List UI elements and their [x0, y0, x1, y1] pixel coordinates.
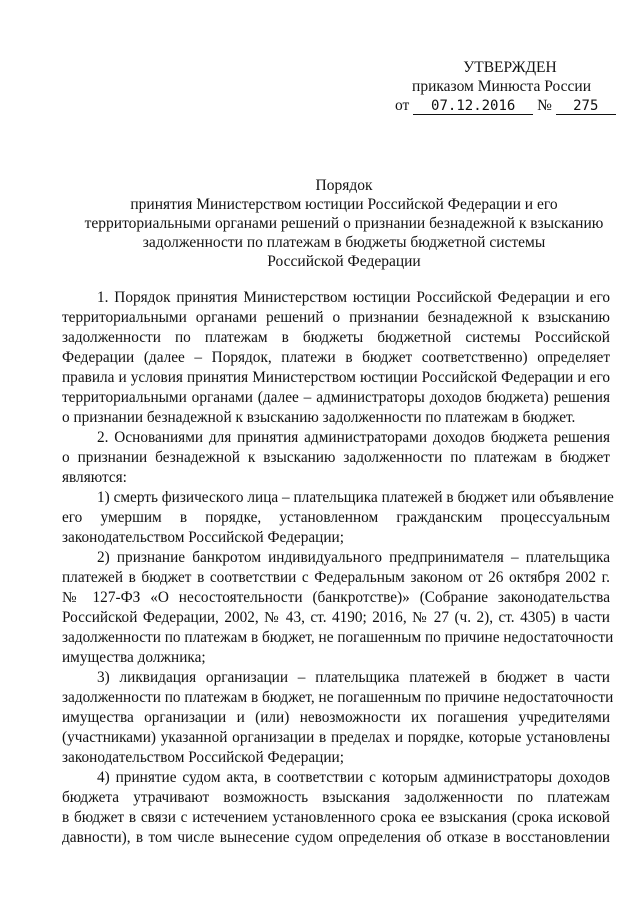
- paragraph: [62, 768, 610, 848]
- paragraph-line: Российской Федерации, 2002, № 43, ст. 4190; 2016, № 27 (ч. 2), ст. 4305) в части: [62, 609, 610, 626]
- order-number: 275: [556, 99, 616, 115]
- document-body: [62, 288, 614, 848]
- paragraph: [62, 488, 614, 548]
- paragraph-line: 1. Порядок принятия Министерством юстиции Российской Федерации и его: [97, 289, 610, 306]
- paragraph-line: давности), в том числе вынесение судом определения об отказе в восстановлении: [62, 829, 610, 846]
- paragraph-line: о признании безнадежной к взысканию задолженности по платежам в бюджет: [62, 449, 610, 466]
- paragraph-line: территориальными органами решений о признании безнадежной к взысканию: [62, 309, 610, 326]
- paragraph: [62, 428, 610, 488]
- paragraph-line: законодательством Российской Федерации;: [62, 749, 344, 766]
- paragraph-line: 2) признание банкротом индивидуального предпринимателя – плательщика: [97, 549, 610, 566]
- paragraph-line: территориальными органами (далее – администраторы доходов бюджета) решения: [62, 389, 610, 406]
- document-title: [62, 176, 626, 271]
- paragraph-line: № 127-ФЗ «О несостоятельности (банкротстве)» (Собрание законодательства: [62, 589, 610, 606]
- paragraph: [62, 668, 614, 768]
- paragraph-line: в бюджет в связи с истечением установленного срока ее взыскания (срока исковой: [62, 809, 610, 826]
- number-label: №: [537, 97, 552, 114]
- title-line: принятия Министерством юстиции Российской Федерации и его: [130, 196, 558, 213]
- paragraph-line: о признании безнадежной к взысканию задолженности по платежам в бюджет.: [62, 409, 576, 426]
- paragraph-line: 1) смерть физического лица – плательщика платежей в бюджет или объявление: [97, 489, 614, 506]
- paragraph-line: 2. Основаниями для принятия администраторами доходов бюджета решения: [97, 429, 610, 446]
- paragraph-line: задолженности по платежам в бюджет, не погашенным по причине недостаточности: [62, 629, 614, 646]
- paragraph-line: правила и условия принятия Министерством юстиции Российской Федерации и его: [62, 369, 610, 386]
- from-label: от: [395, 97, 410, 114]
- paragraph-line: 3) ликвидация организации – плательщика платежей в бюджет в части: [97, 669, 610, 686]
- paragraph-line: его умершим в порядке, установленном гражданским процессуальным: [62, 509, 610, 526]
- approval-date-line: [395, 96, 605, 115]
- paragraph-line: имущества организации и (или) невозможности их погашения учредителями: [62, 709, 610, 726]
- approval-stamp: [395, 58, 605, 115]
- title-line: территориальными органами решений о признании безнадежной к взысканию: [84, 215, 604, 232]
- paragraph-line: являются:: [62, 469, 127, 486]
- paragraph-line: Федерации (далее – Порядок, платежи в бюджет соответственно) определяет: [62, 349, 610, 366]
- paragraph-line: законодательством Российской Федерации;: [62, 529, 344, 546]
- paragraph-line: бюджета утрачивают возможность взыскания задолженности по платежам: [62, 789, 610, 806]
- title-line: задолженности по платежам в бюджеты бюджетной системы: [142, 234, 546, 251]
- paragraph-line: платежей в бюджет в соответствии с Федеральным законом от 26 октября 2002 г.: [62, 569, 610, 586]
- paragraph-line: (участниками) указанной организации в пределах и порядке, которые установлены: [62, 729, 610, 746]
- title-line: Российской Федерации: [267, 253, 421, 270]
- title-heading: Порядок: [315, 177, 373, 194]
- paragraph-line: задолженности по платежам в бюджеты бюджетной системы Российской: [62, 329, 610, 346]
- approval-heading: УТВЕРЖДЕН: [463, 59, 557, 76]
- paragraph: [62, 548, 614, 668]
- paragraph-line: 4) принятие судом акта, в соответствии с которым администраторы доходов: [97, 769, 610, 786]
- approval-order-line: приказом Минюста России: [412, 78, 591, 95]
- order-date: 07.12.2016: [413, 99, 533, 115]
- paragraph-line: задолженности по платежам в бюджет, не погашенным по причине недостаточности: [62, 689, 614, 706]
- paragraph: [62, 288, 610, 428]
- paragraph-line: имущества должника;: [62, 649, 206, 666]
